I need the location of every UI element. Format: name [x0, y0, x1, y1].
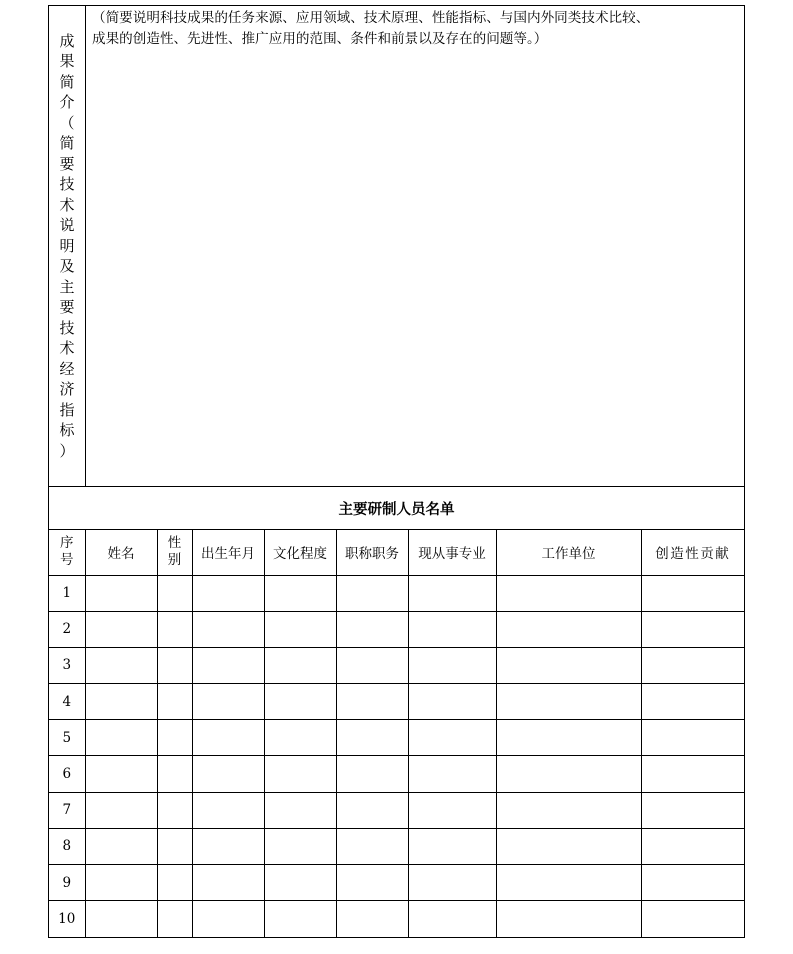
title-cell[interactable]: [336, 684, 408, 720]
title-cell[interactable]: [336, 792, 408, 828]
education-cell[interactable]: [264, 720, 336, 756]
specialty-cell[interactable]: [408, 720, 496, 756]
contribution-cell[interactable]: [641, 865, 744, 901]
header-contribution: 创造性贡献: [641, 530, 744, 575]
contribution-cell[interactable]: [641, 792, 744, 828]
employer-cell[interactable]: [496, 756, 641, 792]
summary-label-char: 说: [59, 216, 75, 235]
name-cell[interactable]: [85, 611, 157, 647]
contribution-cell[interactable]: [641, 756, 744, 792]
personnel-list-title: 主要研制人员名单: [49, 487, 744, 530]
specialty-cell[interactable]: [408, 865, 496, 901]
summary-label-char: 主: [59, 277, 75, 296]
summary-label: [49, 6, 86, 486]
row-number: 7: [49, 792, 85, 828]
table-row: [49, 575, 744, 611]
specialty-cell[interactable]: [408, 647, 496, 683]
education-cell[interactable]: [264, 901, 336, 937]
summary-label-char: 简: [59, 72, 75, 91]
title-cell[interactable]: [336, 575, 408, 611]
table-row: [49, 684, 744, 720]
specialty-cell[interactable]: [408, 684, 496, 720]
name-cell[interactable]: [85, 792, 157, 828]
gender-cell[interactable]: [157, 828, 192, 864]
specialty-cell[interactable]: [408, 828, 496, 864]
birth-cell[interactable]: [192, 684, 264, 720]
specialty-cell[interactable]: [408, 792, 496, 828]
table-row: [49, 720, 744, 756]
employer-cell[interactable]: [496, 611, 641, 647]
education-cell[interactable]: [264, 647, 336, 683]
title-cell[interactable]: [336, 647, 408, 683]
employer-cell[interactable]: [496, 828, 641, 864]
title-cell[interactable]: [336, 611, 408, 647]
name-cell[interactable]: [85, 756, 157, 792]
summary-label-char: 技: [59, 318, 75, 337]
summary-label-char: 标: [59, 421, 75, 440]
gender-cell[interactable]: [157, 756, 192, 792]
summary-label-char: 济: [59, 380, 75, 399]
contribution-cell[interactable]: [641, 828, 744, 864]
summary-label-char: 要: [59, 298, 75, 317]
personnel-header-row: [49, 530, 744, 575]
education-cell[interactable]: [264, 865, 336, 901]
summary-label-char: 及: [59, 257, 75, 276]
header-seq: 序 号: [49, 530, 85, 575]
row-number: 8: [49, 828, 85, 864]
summary-label-char: 介: [59, 93, 75, 112]
header-name: 姓名: [85, 530, 157, 575]
gender-cell[interactable]: [157, 901, 192, 937]
gender-cell[interactable]: [157, 647, 192, 683]
gender-cell[interactable]: [157, 684, 192, 720]
achievement-form: [48, 5, 745, 938]
summary-instructions-line: 成果的创造性、先进性、推广应用的范围、条件和前景以及存在的问题等。）: [92, 31, 548, 47]
name-cell[interactable]: [85, 684, 157, 720]
birth-cell[interactable]: [192, 575, 264, 611]
name-cell[interactable]: [85, 901, 157, 937]
education-cell[interactable]: [264, 575, 336, 611]
contribution-cell[interactable]: [641, 684, 744, 720]
summary-label-char: 果: [59, 52, 75, 71]
contribution-cell[interactable]: [641, 575, 744, 611]
table-row: [49, 647, 744, 683]
summary-label-char: 指: [59, 400, 75, 419]
header-job-title: 职称职务: [336, 530, 408, 575]
row-number: 1: [49, 575, 85, 611]
row-number: 2: [49, 611, 85, 647]
contribution-cell[interactable]: [641, 611, 744, 647]
gender-cell[interactable]: [157, 720, 192, 756]
title-cell[interactable]: [336, 720, 408, 756]
education-cell[interactable]: [264, 828, 336, 864]
name-cell[interactable]: [85, 720, 157, 756]
birth-cell[interactable]: [192, 792, 264, 828]
title-cell[interactable]: [336, 756, 408, 792]
personnel-table: [49, 530, 744, 937]
summary-instructions-line: （简要说明科技成果的任务来源、应用领域、技术原理、性能指标、与国内外同类技术比较、: [92, 10, 650, 26]
summary-label-char: 成: [59, 31, 75, 50]
employer-cell[interactable]: [496, 720, 641, 756]
summary-label-char: 明: [59, 236, 75, 255]
table-row: [49, 865, 744, 901]
employer-cell[interactable]: [496, 647, 641, 683]
row-number: 4: [49, 684, 85, 720]
summary-label-char: 经: [59, 359, 75, 378]
table-row: [49, 792, 744, 828]
gender-cell[interactable]: [157, 611, 192, 647]
employer-cell[interactable]: [496, 901, 641, 937]
contribution-cell[interactable]: [641, 901, 744, 937]
gender-cell[interactable]: [157, 865, 192, 901]
specialty-cell[interactable]: [408, 756, 496, 792]
title-cell[interactable]: [336, 865, 408, 901]
employer-cell[interactable]: [496, 575, 641, 611]
header-education: 文化程度: [264, 530, 336, 575]
summary-label-char: 术: [59, 195, 75, 214]
name-cell[interactable]: [85, 647, 157, 683]
education-cell[interactable]: [264, 684, 336, 720]
title-cell[interactable]: [336, 901, 408, 937]
specialty-cell[interactable]: [408, 901, 496, 937]
header-employer: 工作单位: [496, 530, 641, 575]
table-row: [49, 828, 744, 864]
name-cell[interactable]: [85, 828, 157, 864]
summary-text-area[interactable]: [86, 8, 742, 478]
header-birth-date: 出生年月: [192, 530, 264, 575]
table-row: [49, 901, 744, 937]
table-row: [49, 756, 744, 792]
achievement-summary-section: [49, 6, 744, 487]
education-cell[interactable]: [264, 756, 336, 792]
contribution-cell[interactable]: [641, 720, 744, 756]
name-cell[interactable]: [85, 575, 157, 611]
row-number: 5: [49, 720, 85, 756]
title-cell[interactable]: [336, 828, 408, 864]
birth-cell[interactable]: [192, 865, 264, 901]
row-number: 9: [49, 865, 85, 901]
gender-cell[interactable]: [157, 792, 192, 828]
employer-cell[interactable]: [496, 792, 641, 828]
birth-cell[interactable]: [192, 647, 264, 683]
table-row: [49, 611, 744, 647]
gender-cell[interactable]: [157, 575, 192, 611]
summary-label-char: （: [59, 113, 75, 132]
summary-label-char: 术: [59, 339, 75, 358]
summary-label-char: 技: [59, 175, 75, 194]
specialty-cell[interactable]: [408, 575, 496, 611]
name-cell[interactable]: [85, 865, 157, 901]
birth-cell[interactable]: [192, 901, 264, 937]
education-cell[interactable]: [264, 611, 336, 647]
employer-cell[interactable]: [496, 684, 641, 720]
summary-label-char: ）: [59, 441, 75, 460]
row-number: 10: [49, 901, 85, 937]
summary-label-char: 要: [59, 154, 75, 173]
birth-cell[interactable]: [192, 756, 264, 792]
row-number: 3: [49, 647, 85, 683]
education-cell[interactable]: [264, 792, 336, 828]
header-gender: 性 别: [157, 530, 192, 575]
employer-cell[interactable]: [496, 865, 641, 901]
birth-cell[interactable]: [192, 720, 264, 756]
header-specialty: 现从事专业: [408, 530, 496, 575]
contribution-cell[interactable]: [641, 647, 744, 683]
birth-cell[interactable]: [192, 828, 264, 864]
birth-cell[interactable]: [192, 611, 264, 647]
specialty-cell[interactable]: [408, 611, 496, 647]
row-number: 6: [49, 756, 85, 792]
summary-label-char: 简: [59, 134, 75, 153]
